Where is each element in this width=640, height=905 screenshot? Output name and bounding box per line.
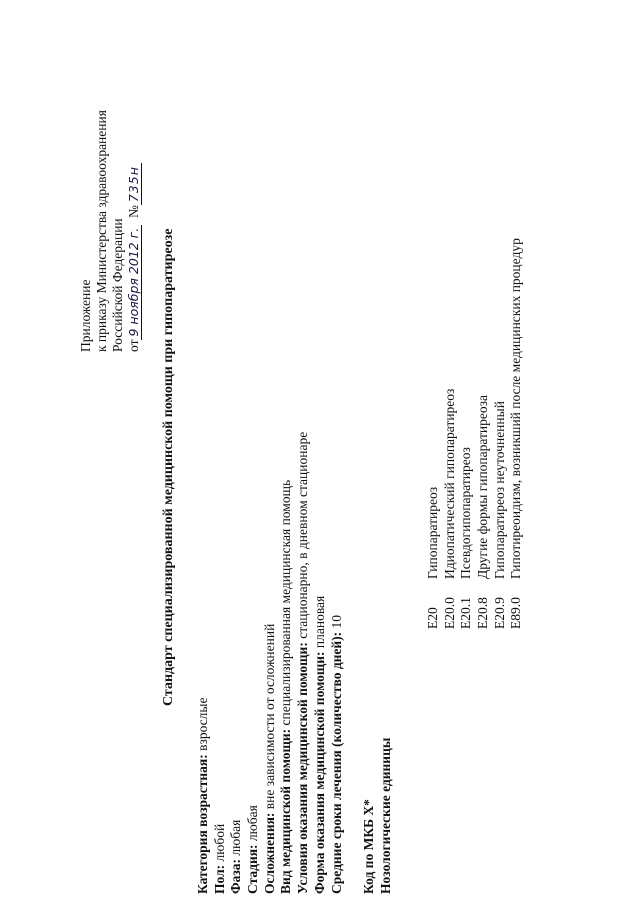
param-row xyxy=(212,432,229,894)
param-value: плановая xyxy=(311,595,327,649)
param-value: специализированная медицинская помощь xyxy=(278,479,294,726)
param-value: стационарно, в дневном стационаре xyxy=(295,431,311,639)
nosology-list xyxy=(425,238,525,629)
param-label: Условия оказания медицинской помощи: xyxy=(295,642,311,894)
icd-block xyxy=(361,738,394,894)
param-label: Категория возрастная: xyxy=(195,754,210,894)
nosology-name: Гипотиреоидизм, возникший после медицинских процедур xyxy=(508,238,524,579)
param-row xyxy=(295,432,312,894)
param-row xyxy=(195,432,212,894)
param-value: любой xyxy=(211,823,227,862)
param-row xyxy=(329,432,346,894)
param-row xyxy=(262,432,279,894)
annex-number-prefix: № xyxy=(126,205,141,219)
annex-line-1: Приложение xyxy=(78,279,93,352)
annex-line-3: Российской Федерации xyxy=(110,218,125,352)
nosology-row xyxy=(458,238,475,629)
param-label: Осложнения: xyxy=(261,812,277,894)
nosology-code: E20.0 xyxy=(441,597,457,629)
param-value: взрослые xyxy=(195,697,210,751)
annex-line-2: к приказу Министерства здравоохранения xyxy=(94,110,109,352)
nosology-row xyxy=(425,238,442,629)
nosology-name: Гипопаратиреоз xyxy=(425,486,440,579)
annex-date-line xyxy=(126,110,142,352)
nosology-row xyxy=(508,238,525,629)
param-value: 10 xyxy=(328,614,344,629)
param-row xyxy=(245,432,262,894)
nosology-row xyxy=(475,238,492,629)
icd-label: Код по МКБ X* xyxy=(361,799,376,894)
nosology-row xyxy=(492,238,509,629)
nosology-label: Нозологические единицы xyxy=(377,737,393,894)
nosology-code: E20.1 xyxy=(458,597,474,629)
nosology-name: Другие формы гипопаратиреоза xyxy=(475,395,491,579)
nosology-name: Псевдогипопаратиреоз xyxy=(458,447,474,579)
nosology-code: E89.0 xyxy=(508,597,524,629)
annex-date-handwritten: 9 ноября 2012 г. xyxy=(126,225,142,340)
parameters-block xyxy=(195,432,345,894)
param-row xyxy=(312,432,329,894)
param-label: Фаза: xyxy=(228,858,244,894)
param-value: любая xyxy=(228,819,244,856)
nosology-code: E20 xyxy=(425,607,440,629)
param-label: Стадия: xyxy=(245,844,261,894)
nosology-name: Идиопатический гипопаратиреоз xyxy=(441,388,457,579)
param-value: любая xyxy=(245,805,261,842)
param-label: Средние сроки лечения (количество дней): xyxy=(328,631,344,894)
annex-number-handwritten: 735н xyxy=(126,163,142,205)
annex-block xyxy=(78,110,142,352)
document-title: Стандарт специализированной медицинской помощи при гипопаратиреозе xyxy=(161,228,176,706)
param-value: вне зависимости от осложнений xyxy=(261,623,277,810)
param-row xyxy=(228,432,245,894)
nosology-code: E20.9 xyxy=(491,597,507,629)
param-row xyxy=(278,432,295,894)
param-label: Форма оказания медицинской помощи: xyxy=(311,651,327,894)
nosology-row xyxy=(442,238,459,629)
annex-date-prefix: от xyxy=(126,339,141,352)
param-label: Вид медицинской помощи: xyxy=(278,728,294,894)
nosology-code: E20.8 xyxy=(475,597,491,629)
nosology-name: Гипопаратиреоз неуточненный xyxy=(491,401,507,579)
param-label: Пол: xyxy=(211,864,227,894)
